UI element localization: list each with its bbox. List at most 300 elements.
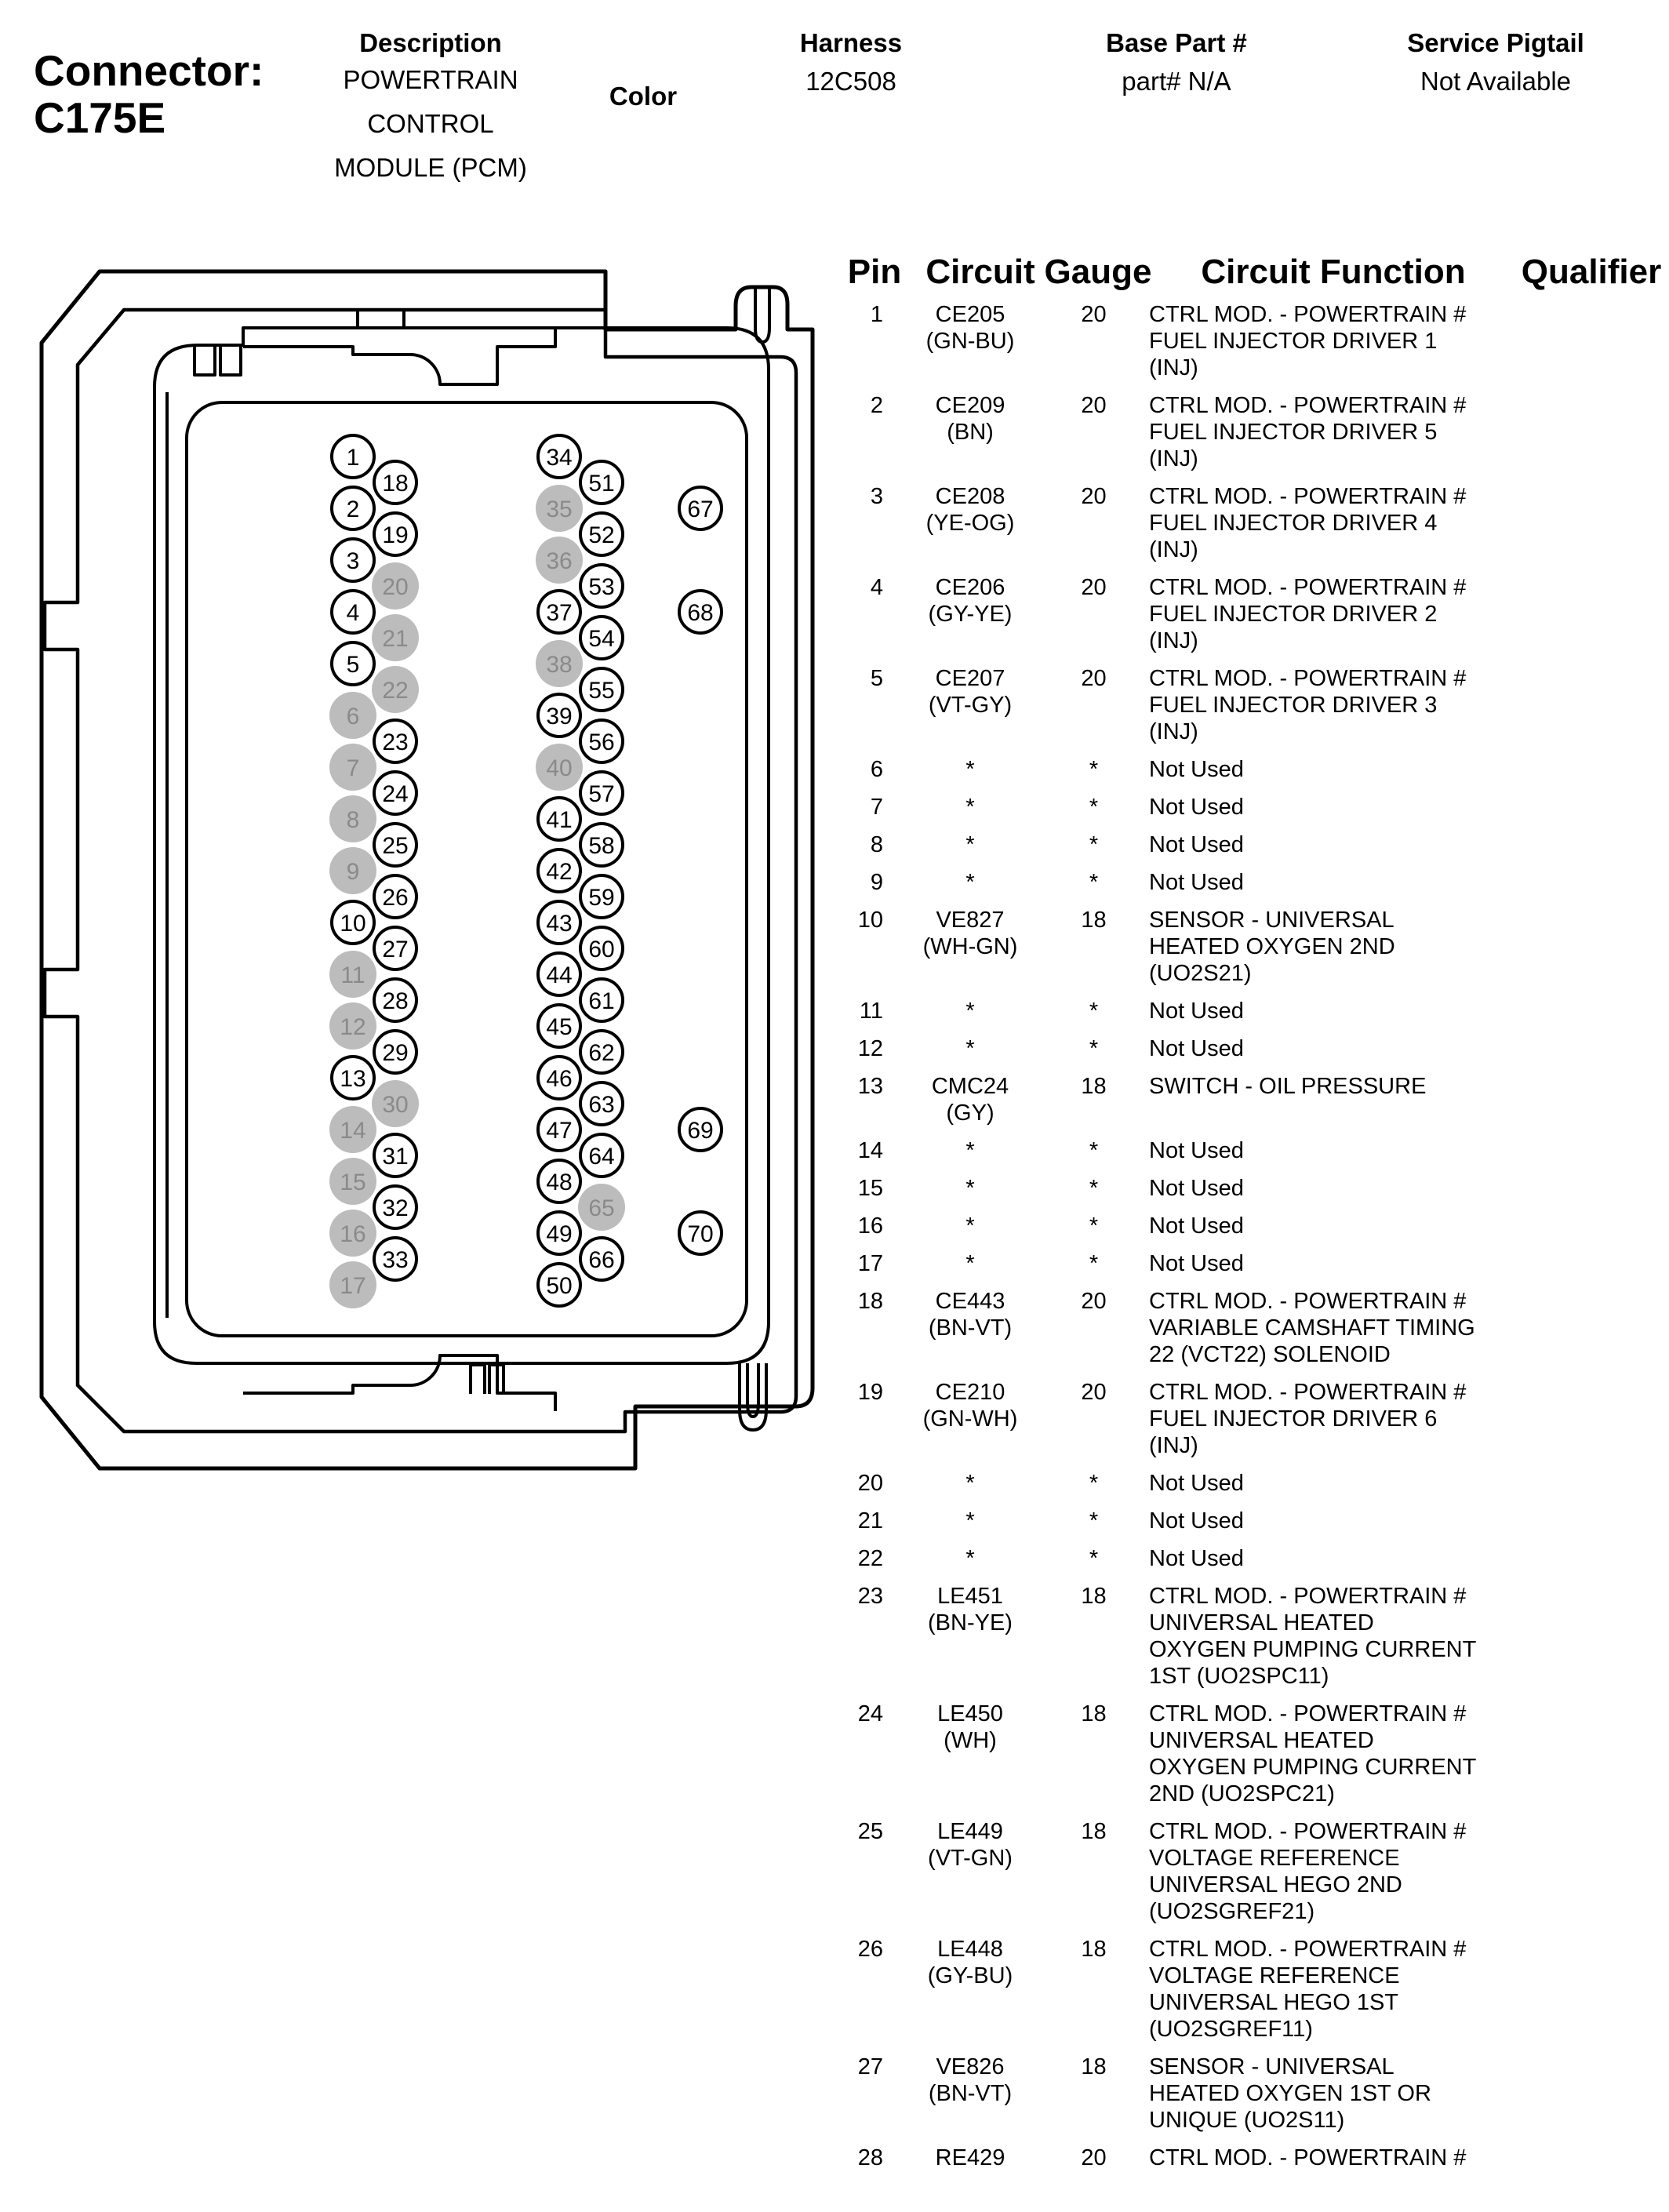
table-row — [831, 2054, 1669, 2145]
circuit-cell — [888, 1288, 1053, 1368]
pin-25 — [374, 824, 416, 866]
circuit-line: LE449 — [937, 1819, 1003, 1844]
function-line: 22 (VCT22) SOLENOID — [1149, 1342, 1391, 1367]
bottom-foot — [740, 1363, 766, 1430]
svg-text:13: 13 — [340, 1066, 366, 1092]
header-value-line: 12C508 — [805, 67, 896, 96]
circuit-line: (VT-GY) — [928, 693, 1013, 718]
qualifier-cell — [1557, 1137, 1669, 1164]
qualifier-cell — [1557, 301, 1669, 381]
pin-cell — [831, 301, 888, 381]
gauge-cell — [1053, 756, 1135, 783]
pin-12-not-used — [329, 1002, 376, 1050]
svg-text:46: 46 — [546, 1066, 573, 1092]
function-line: FUEL INJECTOR DRIVER 4 — [1149, 511, 1438, 536]
function-line: CTRL MOD. - POWERTRAIN # — [1149, 575, 1467, 600]
gauge-cell — [1053, 1583, 1135, 1690]
table-row — [831, 392, 1669, 483]
pin-61 — [580, 979, 623, 1021]
gauge-value: * — [1089, 1508, 1099, 1533]
svg-text:31: 31 — [382, 1144, 409, 1170]
pin-cell — [831, 1508, 888, 1534]
function-line: CTRL MOD. - POWERTRAIN # — [1149, 393, 1467, 418]
housing-wall — [155, 328, 769, 1363]
pin-cell — [831, 1250, 888, 1277]
function-line: (UO2SGREF21) — [1149, 1899, 1315, 1924]
circuit-line: (VT-GN) — [928, 1846, 1013, 1871]
circuit-line: * — [965, 832, 975, 857]
header-value-line: CONTROL — [367, 109, 494, 138]
function-line: Not Used — [1149, 832, 1244, 857]
pin-1 — [332, 435, 374, 478]
pin-59 — [580, 875, 623, 918]
table-row — [831, 907, 1669, 998]
function-line: (UO2S21) — [1149, 961, 1252, 986]
pin-31 — [374, 1134, 416, 1177]
svg-text:40: 40 — [546, 755, 573, 781]
pin-cell — [831, 1137, 888, 1164]
pin-28 — [374, 979, 416, 1021]
svg-text:4: 4 — [346, 600, 360, 626]
qualifier-cell — [1557, 1583, 1669, 1690]
circuit-line: * — [965, 1138, 975, 1163]
pin-15-not-used — [329, 1158, 376, 1205]
gauge-value: * — [1089, 1176, 1099, 1201]
svg-text:19: 19 — [382, 522, 409, 548]
gauge-cell — [1053, 1035, 1135, 1062]
gauge-cell — [1053, 1137, 1135, 1164]
pin-10 — [332, 901, 374, 944]
qualifier-cell — [1557, 1035, 1669, 1062]
pin-number: 8 — [870, 832, 883, 857]
function-line: CTRL MOD. - POWERTRAIN # — [1149, 1380, 1467, 1405]
pin-number: 22 — [857, 1546, 883, 1571]
pin-cell — [831, 1545, 888, 1572]
circuit-line: LE448 — [937, 1937, 1003, 1962]
svg-text:10: 10 — [340, 911, 366, 937]
circuit-cell — [888, 1073, 1053, 1126]
circuit-line: (BN-VT) — [928, 1315, 1013, 1341]
spacer-cell — [1135, 1379, 1149, 1459]
circuit-line: * — [965, 1036, 975, 1061]
circuit-line: CE443 — [935, 1289, 1005, 1314]
gauge-value: 20 — [1081, 484, 1107, 509]
pin-5 — [332, 642, 374, 685]
function-cell — [1149, 756, 1557, 783]
spacer-cell — [1135, 1545, 1149, 1572]
pin-number: 19 — [857, 1380, 883, 1405]
function-line: Not Used — [1149, 999, 1244, 1024]
function-cell — [1149, 665, 1557, 745]
spacer-cell — [1135, 1701, 1149, 1807]
spacer-cell — [1135, 1470, 1149, 1497]
gauge-value: 20 — [1081, 393, 1107, 418]
pin-51 — [580, 461, 623, 504]
svg-text:29: 29 — [382, 1040, 409, 1066]
function-line: 1ST (UO2SPC11) — [1149, 1664, 1329, 1689]
function-line: Not Used — [1149, 1508, 1244, 1533]
table-row — [831, 665, 1669, 756]
svg-text:6: 6 — [346, 704, 360, 729]
pin-cell — [831, 483, 888, 563]
gauge-value: 18 — [1081, 1937, 1107, 1962]
svg-text:48: 48 — [546, 1170, 573, 1195]
svg-text:50: 50 — [546, 1273, 573, 1299]
qualifier-cell — [1557, 756, 1669, 783]
table-row — [831, 483, 1669, 574]
function-line: UNIVERSAL HEGO 2ND — [1149, 1872, 1402, 1897]
qualifier-cell — [1557, 2054, 1669, 2134]
svg-text:36: 36 — [546, 548, 573, 574]
base-part-header: Base Part # — [1106, 28, 1247, 57]
svg-text:56: 56 — [588, 729, 615, 755]
gauge-value: 20 — [1081, 1380, 1107, 1405]
function-cell — [1149, 1137, 1557, 1164]
function-line: (INJ) — [1149, 355, 1198, 380]
function-line: Not Used — [1149, 1176, 1244, 1201]
spacer-cell — [1135, 869, 1149, 896]
circuit-line: * — [965, 999, 975, 1024]
function-cell — [1149, 301, 1557, 381]
pin-29 — [374, 1031, 416, 1073]
gauge-value: * — [1089, 870, 1099, 895]
qualifier-cell — [1557, 1818, 1669, 1925]
circuit-cell — [888, 1379, 1053, 1459]
pin-cell — [831, 1213, 888, 1239]
pin-cell — [831, 794, 888, 820]
gauge-cell — [1053, 483, 1135, 563]
gauge-cell — [1053, 1288, 1135, 1368]
circuit-line: * — [965, 1508, 975, 1533]
pin-number: 7 — [870, 795, 883, 820]
function-line: HEATED OXYGEN 1ST OR — [1149, 2081, 1431, 2106]
spacer-cell — [1135, 831, 1149, 858]
svg-text:68: 68 — [687, 600, 714, 626]
circuit-cell — [888, 831, 1053, 858]
gauge-cell — [1053, 831, 1135, 858]
function-cell — [1149, 1213, 1557, 1239]
svg-text:21: 21 — [382, 626, 409, 652]
circuit-line: RE429 — [935, 2145, 1005, 2170]
gauge-cell — [1053, 392, 1135, 472]
pin-43 — [538, 901, 580, 944]
circuit-line: CE207 — [935, 666, 1005, 691]
pin-cell — [831, 1073, 888, 1126]
circuit-line: (YE-OG) — [925, 511, 1015, 536]
pin-number: 18 — [857, 1289, 883, 1314]
circuit-cell — [888, 1035, 1053, 1062]
table-row — [831, 1470, 1669, 1508]
svg-text:14: 14 — [340, 1118, 366, 1144]
pin-number: 5 — [870, 666, 883, 691]
qualifier-cell — [1557, 574, 1669, 654]
spacer-cell — [1135, 794, 1149, 820]
pin-number: 2 — [870, 393, 883, 418]
pin-40-not-used — [536, 744, 583, 791]
table-row — [831, 1175, 1669, 1213]
pin-62 — [580, 1031, 623, 1073]
svg-text:17: 17 — [340, 1273, 366, 1299]
svg-text:57: 57 — [588, 781, 615, 807]
header-value-line: Not Available — [1420, 67, 1572, 96]
function-cell — [1149, 1936, 1557, 2043]
svg-text:54: 54 — [588, 626, 615, 652]
circuit-cell — [888, 1818, 1053, 1925]
qualifier-cell — [1557, 1701, 1669, 1807]
pin-number: 28 — [857, 2145, 883, 2170]
pin-42 — [538, 850, 580, 892]
pin-54 — [580, 617, 623, 659]
function-line: SENSOR - UNIVERSAL — [1149, 908, 1394, 933]
circuit-cell — [888, 1701, 1053, 1807]
gauge-value: 18 — [1081, 1701, 1107, 1726]
connector-id: C175E — [34, 93, 166, 142]
circuit-line: * — [965, 757, 975, 782]
qualifier-cell — [1557, 1175, 1669, 1202]
pin-60 — [580, 927, 623, 970]
table-row — [831, 574, 1669, 665]
spacer-cell — [1135, 1583, 1149, 1690]
pin-number: 11 — [859, 999, 883, 1024]
spacer-cell — [1135, 1213, 1149, 1239]
function-line: CTRL MOD. - POWERTRAIN # — [1149, 484, 1467, 509]
pin-number: 20 — [857, 1471, 883, 1496]
table-row — [831, 756, 1669, 794]
svg-text:67: 67 — [687, 497, 714, 522]
qualifier-cell — [1557, 1936, 1669, 2043]
svg-text:32: 32 — [382, 1195, 409, 1221]
gauge-value: * — [1089, 832, 1099, 857]
pin-number: 4 — [870, 575, 883, 600]
pin-13 — [332, 1057, 374, 1099]
pin-number: 13 — [857, 1074, 883, 1099]
circuit-line: * — [965, 1176, 975, 1201]
header-value-line: POWERTRAIN — [343, 65, 518, 94]
gauge-value: * — [1089, 1138, 1099, 1163]
gauge-value: * — [1089, 1251, 1099, 1276]
circuit-cell — [888, 794, 1053, 820]
svg-text:2: 2 — [346, 497, 360, 522]
gauge-value: 18 — [1081, 908, 1107, 933]
circuit-cell — [888, 869, 1053, 896]
qualifier-cell — [1557, 1470, 1669, 1497]
pin-26 — [374, 875, 416, 918]
svg-text:12: 12 — [340, 1014, 366, 1040]
pin-33 — [374, 1238, 416, 1280]
table-row — [831, 1213, 1669, 1250]
circuit-cell — [888, 665, 1053, 745]
pin-64 — [580, 1134, 623, 1177]
function-line: Not Used — [1149, 1471, 1244, 1496]
col-header-circuit-function: Circuit Function — [1201, 253, 1466, 291]
pin-3 — [332, 539, 374, 581]
pin-cell — [831, 1288, 888, 1368]
function-line: Not Used — [1149, 1251, 1244, 1276]
circuit-line: * — [965, 1251, 975, 1276]
table-row — [831, 1035, 1669, 1073]
gauge-cell — [1053, 1175, 1135, 1202]
circuit-line: (GY) — [946, 1101, 994, 1126]
pin-number: 1 — [870, 302, 883, 327]
svg-text:22: 22 — [382, 678, 409, 704]
svg-text:41: 41 — [546, 807, 573, 833]
pin-49 — [538, 1212, 580, 1254]
pin-table-header — [831, 253, 1669, 292]
col-header-qualifier: Qualifier — [1521, 253, 1662, 291]
circuit-cell — [888, 756, 1053, 783]
qualifier-cell — [1557, 869, 1669, 896]
pin-6-not-used — [329, 692, 376, 739]
function-line: CTRL MOD. - POWERTRAIN # — [1149, 1289, 1467, 1314]
svg-text:53: 53 — [588, 574, 615, 600]
pin-52 — [580, 513, 623, 555]
function-line: UNIQUE (UO2S11) — [1149, 2108, 1345, 2133]
function-cell — [1149, 1583, 1557, 1690]
svg-text:62: 62 — [588, 1040, 615, 1066]
function-line: FUEL INJECTOR DRIVER 2 — [1149, 602, 1438, 627]
pin-2 — [332, 487, 374, 529]
function-cell — [1149, 1379, 1557, 1459]
function-line: SWITCH - OIL PRESSURE — [1149, 1074, 1427, 1099]
circuit-line: CE209 — [935, 393, 1005, 418]
pin-20-not-used — [372, 562, 419, 609]
qualifier-cell — [1557, 1213, 1669, 1239]
pin-cell — [831, 665, 888, 745]
function-cell — [1149, 1035, 1557, 1062]
gauge-value: * — [1089, 795, 1099, 820]
pin-22-not-used — [372, 666, 419, 713]
pin-number: 6 — [870, 757, 883, 782]
svg-text:49: 49 — [546, 1221, 573, 1247]
svg-text:65: 65 — [588, 1195, 615, 1221]
gauge-cell — [1053, 1818, 1135, 1925]
pin-cell — [831, 756, 888, 783]
pin-57 — [580, 772, 623, 814]
circuit-cell — [888, 1508, 1053, 1534]
table-row — [831, 1379, 1669, 1470]
circuit-line: CE210 — [935, 1380, 1005, 1405]
pin-23 — [374, 720, 416, 762]
circuit-cell — [888, 574, 1053, 654]
gauge-value: 20 — [1081, 575, 1107, 600]
pin-cell — [831, 1818, 888, 1925]
gauge-value: * — [1089, 1213, 1099, 1239]
gauge-cell — [1053, 794, 1135, 820]
pin-8-not-used — [329, 795, 376, 842]
svg-text:26: 26 — [382, 885, 409, 911]
pin-cell — [831, 869, 888, 896]
pin-4 — [332, 591, 374, 633]
svg-text:20: 20 — [382, 574, 409, 600]
harness-header: Harness — [799, 28, 903, 57]
function-cell — [1149, 794, 1557, 820]
pin-number: 21 — [857, 1508, 883, 1533]
table-row — [831, 1936, 1669, 2054]
pin-number: 14 — [857, 1138, 883, 1163]
gauge-cell — [1053, 1545, 1135, 1572]
table-row — [831, 831, 1669, 869]
svg-text:64: 64 — [588, 1144, 615, 1170]
pin-35-not-used — [536, 485, 583, 532]
svg-text:63: 63 — [588, 1092, 615, 1118]
svg-text:30: 30 — [382, 1092, 409, 1118]
circuit-cell — [888, 1583, 1053, 1690]
top-keyway-pocket — [243, 329, 555, 384]
gauge-cell — [1053, 998, 1135, 1024]
gauge-cell — [1053, 907, 1135, 987]
circuit-line: (WH) — [944, 1728, 997, 1753]
function-cell — [1149, 998, 1557, 1024]
pin-18 — [374, 461, 416, 504]
svg-text:61: 61 — [588, 988, 615, 1014]
circuit-line: VE826 — [936, 2054, 1005, 2079]
pin-number: 12 — [857, 1036, 883, 1061]
pin-number: 23 — [857, 1584, 883, 1609]
qualifier-cell — [1557, 831, 1669, 858]
spacer-cell — [1135, 483, 1149, 563]
circuit-line: * — [965, 1213, 975, 1239]
service-pigtail-header: Service Pigtail — [1407, 28, 1584, 57]
function-line: VOLTAGE REFERENCE — [1149, 1963, 1400, 1988]
function-line: UNIVERSAL HEGO 1ST — [1149, 1990, 1399, 2015]
svg-text:8: 8 — [346, 807, 360, 833]
pin-53 — [580, 565, 623, 607]
qualifier-cell — [1557, 2145, 1669, 2171]
function-line: Not Used — [1149, 795, 1244, 820]
svg-text:25: 25 — [382, 833, 409, 859]
pin-34 — [538, 435, 580, 478]
circuit-line: CE208 — [935, 484, 1005, 509]
function-cell — [1149, 1818, 1557, 1925]
circuit-line: LE451 — [937, 1584, 1003, 1609]
qualifier-cell — [1557, 483, 1669, 563]
pin-39 — [538, 694, 580, 737]
gauge-cell — [1053, 2054, 1135, 2134]
svg-text:11: 11 — [340, 962, 365, 988]
pin-cavity — [187, 402, 747, 1336]
col-header-circuit: Circuit — [925, 253, 1035, 291]
pin-55 — [580, 668, 623, 711]
spacer-cell — [1135, 2054, 1149, 2134]
spacer-cell — [1135, 1818, 1149, 1925]
function-line: (INJ) — [1149, 537, 1198, 562]
svg-text:18: 18 — [382, 471, 409, 497]
qualifier-cell — [1557, 1508, 1669, 1534]
table-row — [831, 1288, 1669, 1379]
pin-21-not-used — [372, 614, 419, 661]
table-row — [831, 794, 1669, 831]
circuit-cell — [888, 1175, 1053, 1202]
circuit-line: (GY-BU) — [927, 1963, 1013, 1988]
pin-number: 15 — [857, 1176, 883, 1201]
function-line: CTRL MOD. - POWERTRAIN # — [1149, 1701, 1467, 1726]
pin-cell — [831, 2054, 888, 2134]
qualifier-cell — [1557, 907, 1669, 987]
function-line: Not Used — [1149, 1138, 1244, 1163]
col-header-pin: Pin — [847, 253, 902, 291]
svg-text:34: 34 — [546, 445, 573, 471]
spacer-cell — [1135, 2145, 1149, 2171]
pin-cell — [831, 1175, 888, 1202]
table-row — [831, 998, 1669, 1035]
connector-outer-shell — [42, 271, 813, 1468]
pin-41 — [538, 798, 580, 840]
circuit-line: (GY-YE) — [928, 602, 1013, 627]
pin-17-not-used — [329, 1261, 376, 1308]
top-index-notches — [195, 346, 241, 375]
function-line: VARIABLE CAMSHAFT TIMING — [1149, 1315, 1475, 1341]
pin-number: 26 — [857, 1937, 883, 1962]
